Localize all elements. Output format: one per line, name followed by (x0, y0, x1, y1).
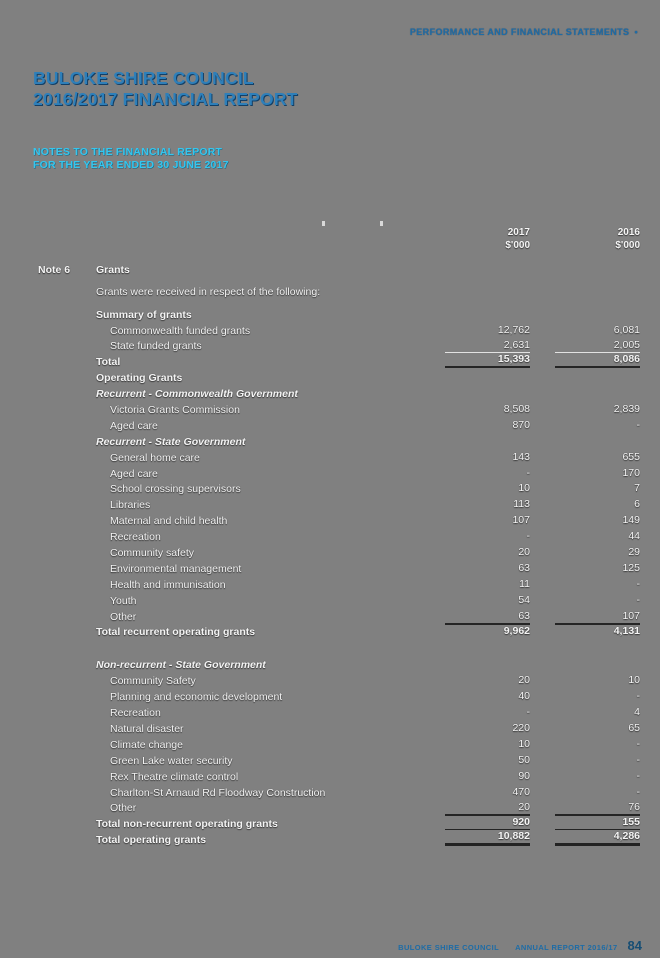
value-2016: - (636, 690, 640, 703)
row-label: Youth (110, 594, 137, 607)
row-label: Rex Theatre climate control (110, 770, 239, 783)
row-label: Operating Grants (96, 372, 183, 385)
table-row (38, 767, 640, 783)
note-number: Note 6 (38, 263, 71, 276)
row-label: Victoria Grants Commission (110, 404, 240, 417)
value-2017: 10 (518, 482, 530, 495)
value-2016 (555, 399, 640, 400)
table-row (38, 480, 640, 496)
value-2017: 470 (512, 785, 530, 798)
value-2016: - (636, 737, 640, 750)
table-row (38, 799, 640, 815)
row-label: Total non-recurrent operating grants (96, 818, 278, 831)
value-2016: 155 (555, 814, 640, 830)
table-row (38, 305, 640, 321)
table-row (38, 543, 640, 559)
notes-heading (33, 146, 229, 171)
value-2017: 11 (519, 577, 530, 590)
row-label: Charlton-St Arnaud Rd Floodway Construction (110, 786, 326, 799)
table-row (38, 687, 640, 703)
value-2016 (555, 670, 640, 671)
row-label: Community safety (110, 547, 195, 560)
value-2016: - (636, 785, 640, 798)
row-label: General home care (110, 451, 200, 464)
row-label: Aged care (110, 419, 158, 432)
table-row (38, 735, 640, 751)
value-2016 (555, 383, 640, 384)
value-2016: 10 (628, 674, 640, 687)
row-label: Total (96, 356, 121, 369)
value-2016: 7 (634, 482, 640, 495)
value-2016: 149 (622, 514, 640, 527)
value-2017 (445, 670, 530, 671)
value-2016: 6,081 (613, 323, 640, 336)
value-2016 (555, 297, 640, 298)
value-2016: 4 (634, 706, 640, 719)
value-2016: 76 (628, 801, 640, 814)
value-2016: - (636, 769, 640, 782)
table-row (38, 368, 640, 384)
value-2017: 15,393 (445, 352, 530, 368)
table-row (38, 575, 640, 591)
table-row (38, 591, 640, 607)
table-row (38, 607, 640, 623)
value-2017: 10 (518, 737, 530, 750)
table-row (38, 352, 640, 368)
value-2016 (555, 447, 640, 448)
value-2016: 29 (628, 546, 640, 559)
value-2017 (445, 447, 530, 448)
value-2017: 9,962 (445, 623, 530, 638)
value-2016: 2,005 (613, 339, 640, 352)
row-label: Total operating grants (96, 834, 207, 847)
table-row (38, 655, 640, 671)
value-2017: 63 (518, 609, 530, 622)
table-row (38, 400, 640, 416)
row-label: Recurrent - Commonwealth Government (96, 388, 298, 401)
year-2017-label: 2017 (507, 227, 530, 238)
table-row (38, 416, 640, 432)
note-title: Grants (96, 263, 130, 276)
table-row (38, 495, 640, 511)
footer-council: BULOKE SHIRE COUNCIL (398, 943, 500, 952)
value-2016: - (636, 418, 640, 431)
value-2016: 107 (622, 609, 640, 622)
table-row (38, 432, 640, 448)
value-2017: 8,508 (503, 403, 530, 416)
value-2016: 2,839 (613, 403, 640, 416)
row-label: Green Lake water security (110, 754, 233, 767)
grants-table (38, 260, 640, 846)
value-2016: 125 (622, 561, 640, 574)
value-2017: - (526, 530, 530, 543)
table-row (38, 751, 640, 767)
table-row (38, 464, 640, 480)
value-2016: - (636, 593, 640, 606)
value-2017 (445, 383, 530, 384)
value-2016: 44 (628, 530, 640, 543)
document-title-line1: BULOKE SHIRE COUNCIL (33, 68, 254, 88)
value-2017: 220 (512, 721, 530, 734)
unit-2016-label: $'000 (615, 240, 640, 251)
table-row (38, 719, 640, 735)
table-row (38, 830, 640, 846)
value-2016 (555, 320, 640, 321)
notes-heading-line1: NOTES TO THE FINANCIAL REPORT (33, 146, 223, 158)
value-2017: 12,762 (497, 323, 530, 336)
value-2016: 4,131 (555, 623, 640, 638)
value-2017: - (526, 466, 530, 479)
value-2016: 6 (634, 498, 640, 511)
value-2016: 8,086 (555, 352, 640, 368)
row-label: Environmental management (110, 562, 242, 575)
row-label: Other (110, 802, 137, 815)
notes-heading-line2: FOR THE YEAR ENDED 30 JUNE 2017 (33, 158, 229, 171)
column-header-2017 (445, 226, 530, 252)
footer-page-number: 84 (627, 938, 642, 953)
table-row (38, 703, 640, 719)
table-row (38, 671, 640, 687)
value-2017: 54 (518, 593, 530, 606)
table-row (38, 448, 640, 464)
value-2017: 20 (518, 674, 530, 687)
row-label: Other (110, 610, 137, 623)
table-row (38, 384, 640, 400)
value-2016: 65 (628, 721, 640, 734)
running-header (410, 27, 638, 37)
column-headers (38, 226, 640, 252)
row-label: Climate change (110, 738, 183, 751)
value-2017 (445, 399, 530, 400)
row-label: Total recurrent operating grants (96, 626, 256, 639)
unit-2017-label: $'000 (505, 240, 530, 251)
row-label: Libraries (110, 499, 151, 512)
value-2016: - (636, 577, 640, 590)
value-2017: 50 (518, 753, 530, 766)
row-label: Health and immunisation (110, 578, 226, 591)
row-label: School crossing supervisors (110, 483, 241, 496)
value-2017 (445, 297, 530, 298)
header-bullet-icon: • (634, 27, 638, 37)
row-label: Aged care (110, 467, 158, 480)
row-label: Non-recurrent - State Government (96, 659, 266, 672)
row-label: Community Safety (110, 675, 196, 688)
value-2017: 113 (513, 498, 530, 511)
row-label: Recreation (110, 707, 161, 720)
row-label: Planning and economic development (110, 691, 283, 704)
table-row (38, 527, 640, 543)
value-2016: 4,286 (555, 829, 640, 846)
year-2016-label: 2016 (617, 227, 640, 238)
value-2016: - (636, 753, 640, 766)
row-label: State funded grants (110, 340, 202, 353)
value-2016: 655 (622, 450, 640, 463)
note-row (38, 260, 640, 276)
value-2017: 143 (512, 450, 530, 463)
column-header-2016 (555, 226, 640, 252)
document-title-line2: 2016/2017 FINANCIAL REPORT (33, 89, 298, 109)
value-2017: 20 (518, 546, 530, 559)
value-2017: 920 (445, 814, 530, 830)
row-label: Summary of grants (96, 308, 192, 321)
value-2017: 10,882 (445, 829, 530, 846)
row-label: Maternal and child health (110, 515, 228, 528)
row-label: Recurrent - State Government (96, 435, 246, 448)
table-row (38, 783, 640, 799)
value-2017: 20 (518, 801, 530, 814)
table-row (38, 623, 640, 639)
row-label: Grants were received in respect of the following: (96, 285, 321, 298)
table-row (38, 282, 640, 298)
value-2017: 63 (518, 561, 530, 574)
value-2017: 2,631 (503, 339, 530, 352)
running-header-text: PERFORMANCE AND FINANCIAL STATEMENTS (409, 27, 630, 37)
column-gap (530, 226, 555, 252)
value-2017: 107 (512, 514, 530, 527)
value-2017: - (526, 706, 530, 719)
table-row (38, 511, 640, 527)
table-row (38, 559, 640, 575)
value-2017: 90 (518, 769, 530, 782)
value-2016: 170 (622, 466, 640, 479)
table-row (38, 337, 640, 353)
table-row (38, 814, 640, 830)
row-label: Commonwealth funded grants (110, 324, 251, 337)
row-label: Recreation (110, 531, 161, 544)
document-title (33, 68, 298, 110)
value-2017: 40 (518, 690, 530, 703)
table-row (38, 321, 640, 337)
value-2017: 870 (512, 418, 530, 431)
value-2017 (445, 320, 530, 321)
footer-report: ANNUAL REPORT 2016/17 (515, 943, 618, 952)
row-label: Natural disaster (110, 722, 184, 735)
page-footer (398, 938, 642, 953)
